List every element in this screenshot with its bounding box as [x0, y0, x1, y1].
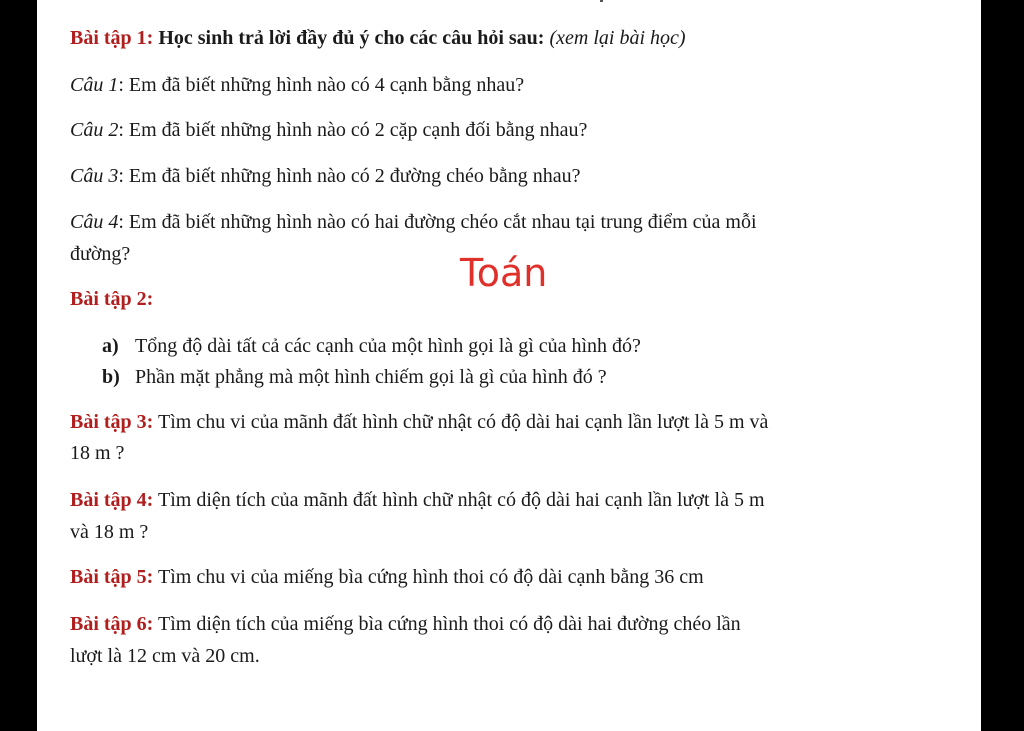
- ex6-line-2: lượt là 12 cm và 20 cm.: [70, 645, 260, 667]
- question-4-text: : Em đã biết những hình nào có hai đường chéo cắt nhau tại trung điểm của mỗi: [118, 211, 757, 233]
- ex4-label: Bài tập 4:: [70, 489, 154, 511]
- ex6-label: Bài tập 6:: [70, 613, 154, 635]
- ex2-heading: [70, 283, 153, 315]
- ex1-heading: [70, 22, 686, 54]
- ex1-note: (xem lại bài học): [549, 27, 686, 49]
- question-3-label: Câu 3: [70, 165, 119, 187]
- ex3-text: Tìm chu vi của mãnh đất hình chữ nhật có độ dài hai cạnh lần lượt là 5 m và: [153, 411, 769, 433]
- ex3-line-2: 18 m ?: [70, 442, 125, 464]
- question-1: [70, 69, 524, 101]
- ex1-label: Bài tập 1:: [70, 27, 154, 49]
- question-1-label: Câu 1: [70, 74, 119, 96]
- ex2-item-a-text: Tổng độ dài tất cả các cạnh của một hình gọi là gì của hình đó?: [135, 335, 641, 357]
- ex6-line-1: [70, 608, 741, 640]
- ex3-line-1: [70, 406, 768, 438]
- ex5-text: Tìm chu vi của miếng bìa cứng hình thoi có độ dài cạnh bằng 36 cm: [153, 566, 704, 588]
- scan-mark: [600, 0, 603, 2]
- question-2-label: Câu 2: [70, 119, 119, 141]
- ex5-label: Bài tập 5:: [70, 566, 154, 588]
- ex2-item-a: [102, 330, 641, 362]
- ex4-line-2: và 18 m ?: [70, 521, 149, 543]
- ex4-text: Tìm diện tích của mãnh đất hình chữ nhật có độ dài hai cạnh lần lượt là 5 m: [153, 489, 765, 511]
- document-page: [37, 0, 981, 731]
- subject-stamp: Toán: [460, 251, 548, 295]
- question-2-text: : Em đã biết những hình nào có 2 cặp cạnh đối bằng nhau?: [118, 119, 588, 141]
- ex2-item-b-text: Phần mặt phẳng mà một hình chiếm gọi là gì của hình đó ?: [135, 366, 607, 388]
- question-4-continuation: đường?: [70, 243, 131, 265]
- question-1-text: : Em đã biết những hình nào có 4 cạnh bằng nhau?: [118, 74, 525, 96]
- ex2-label: Bài tập 2:: [70, 288, 154, 310]
- question-3-text: : Em đã biết những hình nào có 2 đường chéo bằng nhau?: [118, 165, 581, 187]
- ex2-item-a-marker: a): [102, 335, 119, 357]
- question-4: [70, 206, 757, 238]
- question-3: [70, 160, 581, 192]
- ex2-item-b: [102, 361, 607, 393]
- ex1-title: Học sinh trả lời đầy đủ ý cho các câu hỏi sau:: [158, 27, 545, 49]
- question-2: [70, 114, 587, 146]
- question-4-label: Câu 4: [70, 211, 119, 233]
- ex2-item-b-marker: b): [102, 366, 120, 388]
- ex4-line-1: [70, 484, 765, 516]
- ex5-line-1: [70, 561, 704, 593]
- ex3-label: Bài tập 3:: [70, 411, 154, 433]
- ex6-text: Tìm diện tích của miếng bìa cứng hình thoi có độ dài hai đường chéo lần: [153, 613, 741, 635]
